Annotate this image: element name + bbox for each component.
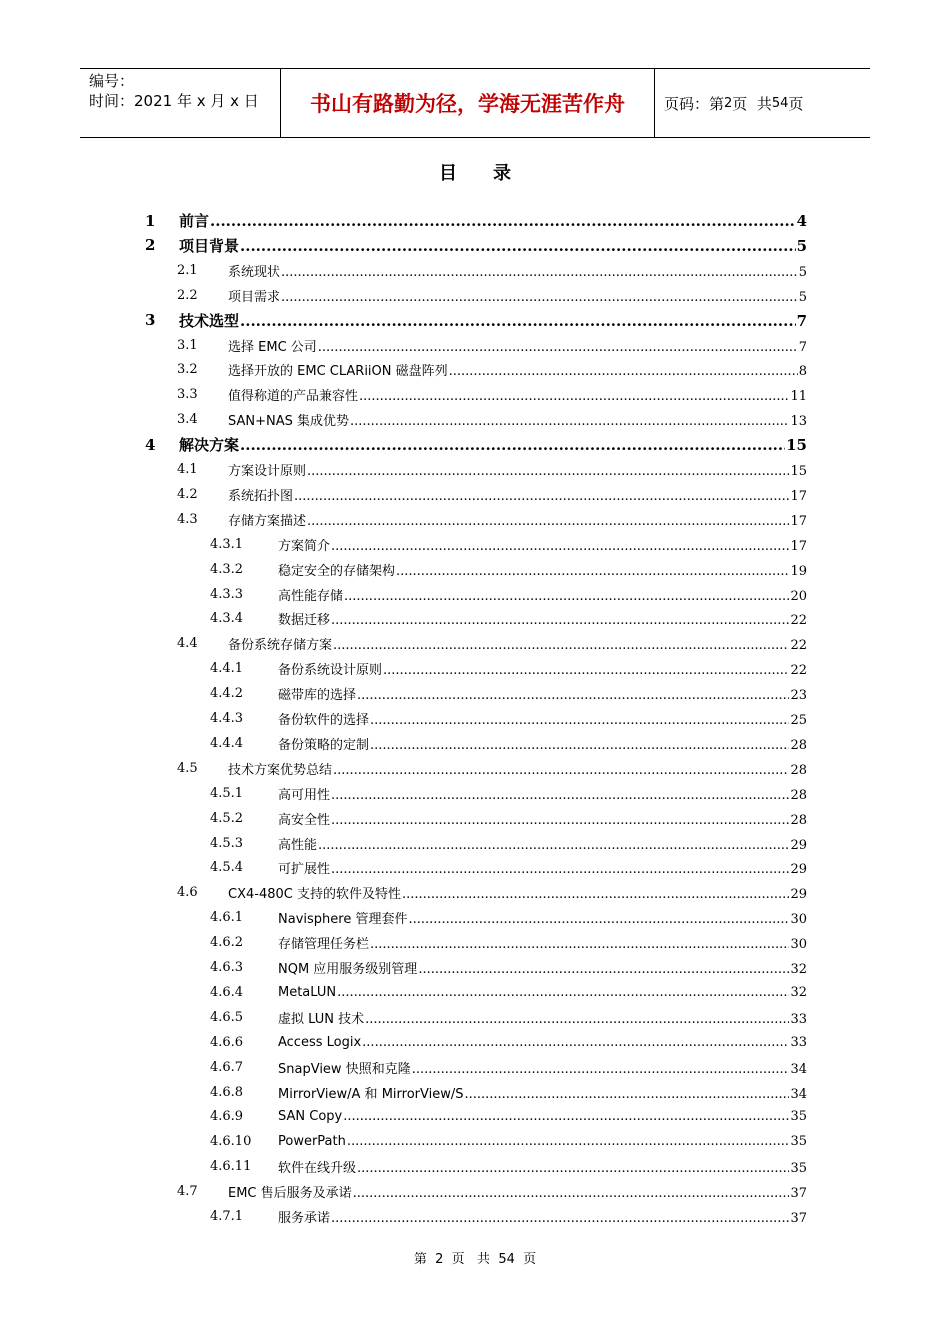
toc-entry-title: SAN+NAS 集成优势 <box>228 414 350 430</box>
toc-entry[interactable] <box>210 1030 807 1055</box>
toc-entry-title: 值得称道的产品兼容性 <box>228 389 359 405</box>
toc-entry-page: 20 <box>790 588 807 604</box>
toc-leader-dots <box>240 237 796 255</box>
toc-entry-title: MetaLUN <box>278 984 337 1000</box>
toc-entry-number: 3.4 <box>177 412 198 428</box>
toc-leader-dots <box>281 265 798 280</box>
toc-entry[interactable] <box>177 283 807 308</box>
toc-entry[interactable] <box>210 532 807 557</box>
toc-leader-dots <box>240 312 796 330</box>
toc-entry-page: 35 <box>790 1109 807 1125</box>
toc-entry[interactable] <box>210 1055 807 1080</box>
toc-leader-dots <box>357 1161 789 1176</box>
toc-entry-number: 2 <box>145 236 156 255</box>
toc-entry-number: 4.4 <box>177 636 198 652</box>
toc-entry-number: 4.6.5 <box>210 1009 244 1025</box>
toc-leader-dots <box>357 688 789 703</box>
toc-leader-dots <box>210 212 796 230</box>
toc-entry-title: 高可用性 <box>278 787 331 803</box>
toc-entry[interactable] <box>177 631 807 656</box>
toc-entry-title: 系统拓扑图 <box>228 488 294 504</box>
toc-entry-number: 2.2 <box>177 287 198 303</box>
toc-leader-dots <box>408 912 789 927</box>
toc-entry-number: 4.5.4 <box>210 860 244 876</box>
toc-entry-title: NQM 应用服务级别管理 <box>278 962 418 977</box>
toc-entry-number: 4.4.3 <box>210 711 244 726</box>
page-mid: 页 共 <box>732 94 772 113</box>
toc-leader-dots <box>365 1012 789 1027</box>
toc-leader-dots <box>412 1062 790 1077</box>
toc-entry-number: 3.2 <box>177 362 198 378</box>
toc-entry-page: 4 <box>796 212 807 230</box>
toc-leader-dots <box>343 1109 789 1124</box>
page-label: 页码：第 <box>664 94 725 113</box>
toc-leader-dots <box>240 436 785 454</box>
toc-entry[interactable] <box>210 855 807 880</box>
toc-entry-number: 4.6.9 <box>210 1109 244 1125</box>
toc-entry-page: 13 <box>790 414 807 430</box>
toc-entry-number: 4.6.1 <box>210 910 244 926</box>
toc-entry-number: 4.6.11 <box>210 1159 252 1175</box>
toc-entry-page: 29 <box>790 887 807 903</box>
toc-entry-page: 7 <box>798 339 807 355</box>
toc-entry-page: 32 <box>790 962 807 977</box>
toc-entry-number: 4.6.8 <box>210 1084 244 1100</box>
toc-entry[interactable] <box>210 681 807 706</box>
toc-entry-page: 17 <box>790 513 807 529</box>
toc-entry-number: 4.6.7 <box>210 1059 244 1075</box>
toc-entry-title: 高性能存储 <box>278 588 344 604</box>
toc-entry-number: 4.6.4 <box>210 984 244 1000</box>
toc-entry-number: 4.3.1 <box>210 536 244 552</box>
toc-leader-dots <box>318 838 789 853</box>
toc-entry[interactable] <box>210 582 807 607</box>
toc-title: 目 录 <box>439 163 511 184</box>
toc-entry-page: 37 <box>790 1211 807 1226</box>
toc-entry-title: MirrorView/A 和 MirrorView/S <box>278 1086 464 1102</box>
document-header <box>80 68 870 138</box>
toc-entry-number: 4.7 <box>177 1184 198 1200</box>
toc-entry[interactable] <box>210 706 807 731</box>
toc-entry-page: 25 <box>790 713 807 728</box>
toc-entry[interactable] <box>177 258 807 283</box>
toc-entry[interactable] <box>210 1080 807 1105</box>
page-end: 页 <box>788 94 804 113</box>
toc-entry-number: 4.3.4 <box>210 611 244 627</box>
toc-entry[interactable] <box>177 357 807 382</box>
toc-leader-dots <box>362 1035 789 1050</box>
toc-entry-title: 软件在线升级 <box>278 1161 357 1177</box>
toc-entry-page: 8 <box>798 364 807 380</box>
toc-entry-title: 备份系统设计原则 <box>278 663 383 679</box>
toc-entry-title: 磁带库的选择 <box>278 688 357 704</box>
toc-entry-title: 系统现状 <box>228 264 281 280</box>
toc-entry[interactable] <box>210 980 807 1005</box>
header-motto: 书山有路勤为径，学海无涯苦作舟 <box>281 69 655 137</box>
toc-entry-page: 17 <box>790 488 807 504</box>
toc-entry-title: 技术方案优势总结 <box>228 762 333 778</box>
toc-leader-dots <box>307 514 789 529</box>
toc-entry[interactable] <box>210 806 807 831</box>
toc-entry[interactable] <box>177 1179 807 1204</box>
toc-leader-dots <box>402 887 789 902</box>
toc-entry-page: 34 <box>790 1086 807 1102</box>
toc-entry-title: 前言 <box>179 212 210 230</box>
toc-entry-title: 选择开放的 EMC CLARiiON 磁盘阵列 <box>228 364 448 380</box>
toc-entry-page: 30 <box>790 937 807 953</box>
toc-entry-title: EMC 售后服务及承诺 <box>228 1186 352 1202</box>
toc-entry-number: 3.3 <box>177 387 198 403</box>
toc-entry-title: 项目背景 <box>179 236 240 255</box>
toc-entry-page: 11 <box>790 389 807 405</box>
toc-entry-page: 28 <box>790 762 807 778</box>
toc-entry-title: 稳定安全的存储架构 <box>278 563 396 579</box>
toc-leader-dots <box>331 539 789 554</box>
toc-leader-dots <box>347 1134 790 1149</box>
toc-entry-title: 虚拟 LUN 技术 <box>278 1011 365 1027</box>
toc-entry-number: 4.2 <box>177 486 198 502</box>
toc-entry[interactable] <box>145 432 807 457</box>
toc-entry-number: 4.3.3 <box>210 586 244 602</box>
toc-entry[interactable] <box>210 905 807 930</box>
toc-entry[interactable] <box>145 233 807 258</box>
toc-entry-page: 17 <box>790 538 807 554</box>
toc-entry-title: 服务承诺 <box>278 1211 331 1226</box>
toc-entry[interactable] <box>210 1204 807 1229</box>
toc-leader-dots <box>418 962 789 977</box>
toc-entry-page: 22 <box>790 613 807 629</box>
toc-entry-title: 可扩展性 <box>278 862 331 878</box>
toc-leader-dots <box>344 589 789 604</box>
toc-entry-title: SnapView 快照和克隆 <box>278 1061 411 1077</box>
toc-entry-title: 项目需求 <box>228 289 281 305</box>
toc-leader-dots <box>307 464 789 479</box>
toc-entry[interactable] <box>210 1129 807 1154</box>
page-footer: 第 2 页 共 54 页 <box>413 1252 537 1267</box>
toc-entry-page: 29 <box>790 837 807 853</box>
toc-entry-page: 23 <box>790 688 807 704</box>
toc-entry-page: 5 <box>798 264 807 280</box>
time-label: 时间：2021 年 x 月 x 日 <box>89 92 259 110</box>
toc-leader-dots <box>337 985 789 1000</box>
toc-entry-number: 4.4.1 <box>210 661 244 677</box>
page-total: 54 <box>771 95 789 111</box>
page-number: 2 <box>724 95 733 111</box>
toc-entry-page: 28 <box>790 787 807 803</box>
toc-entry[interactable] <box>210 606 807 631</box>
toc-leader-dots <box>464 1087 789 1102</box>
toc-entry-page: 15 <box>790 464 807 479</box>
toc-entry-number: 4.5.2 <box>210 810 244 826</box>
toc-entry[interactable] <box>210 1154 807 1179</box>
toc-entry-title: 数据迁移 <box>278 613 331 629</box>
toc-leader-dots <box>370 713 789 728</box>
toc-entry-title: 技术选型 <box>179 311 240 330</box>
toc-entry-page: 30 <box>790 912 807 928</box>
toc-entry-page: 28 <box>790 812 807 828</box>
toc-entry-page: 33 <box>790 1011 807 1027</box>
toc-entry-page: 37 <box>790 1186 807 1202</box>
toc-leader-dots <box>281 290 798 305</box>
toc-entry-number: 4.5.1 <box>210 785 244 801</box>
toc-entry-page: 35 <box>790 1134 807 1150</box>
toc-entry-title: 备份软件的选择 <box>278 713 370 728</box>
toc-entry[interactable] <box>210 831 807 856</box>
toc-leader-dots <box>331 1211 789 1226</box>
toc-entry-title: PowerPath <box>278 1134 346 1150</box>
toc-entry-title: Navisphere 管理套件 <box>278 912 408 928</box>
toc-leader-dots <box>353 1186 790 1201</box>
toc-leader-dots <box>333 638 789 653</box>
toc-entry-number: 4.6.6 <box>210 1034 244 1050</box>
toc-entry[interactable] <box>177 756 807 781</box>
toc-entry[interactable] <box>177 407 807 432</box>
toc-leader-dots <box>383 663 789 678</box>
toc-entry[interactable] <box>210 731 807 756</box>
toc-entry-title: 存储方案描述 <box>228 513 307 529</box>
toc-entry[interactable] <box>177 382 807 407</box>
toc-leader-dots <box>350 414 789 429</box>
toc-entry-page: 19 <box>790 563 807 579</box>
toc-entry-title: 高性能 <box>278 837 318 853</box>
toc-entry-title: 备份系统存储方案 <box>228 638 333 654</box>
toc-entry-page: 15 <box>786 436 807 455</box>
toc-entry-title: 方案设计原则 <box>228 464 307 479</box>
toc-entry-number: 4.6 <box>177 885 198 901</box>
toc-entry[interactable] <box>210 656 807 681</box>
toc-entry-number: 4.6.3 <box>210 960 244 975</box>
toc-entry[interactable] <box>145 208 807 233</box>
toc-entry-page: 5 <box>798 289 807 305</box>
toc-entry-title: 存储管理任务栏 <box>278 937 370 953</box>
toc-leader-dots <box>331 613 789 628</box>
toc-entry-number: 4.6.2 <box>210 935 244 951</box>
toc-leader-dots <box>396 564 789 579</box>
toc-entry[interactable] <box>177 457 807 482</box>
toc-entry-number: 4.3 <box>177 511 198 527</box>
toc-leader-dots <box>318 340 798 355</box>
toc-leader-dots <box>331 788 789 803</box>
toc-entry[interactable] <box>210 1005 807 1030</box>
toc-entry-number: 4.4.4 <box>210 735 244 751</box>
toc-entry[interactable] <box>210 1104 807 1129</box>
toc-entry-number: 1 <box>145 211 156 230</box>
toc-entry-title: CX4-480C 支持的软件及特性 <box>228 887 401 903</box>
toc-entry[interactable] <box>210 781 807 806</box>
toc-entry[interactable] <box>210 930 807 955</box>
toc-entry-number: 4 <box>145 435 156 454</box>
toc-entry[interactable] <box>177 880 807 905</box>
toc-entry-number: 3.1 <box>177 337 198 353</box>
toc-entry-page: 28 <box>790 737 807 753</box>
toc-entry-number: 4.6.10 <box>210 1134 252 1150</box>
toc-entry-title: 高安全性 <box>278 812 331 828</box>
toc-leader-dots <box>449 364 798 379</box>
toc-entry-title: 方案简介 <box>278 538 331 554</box>
toc-leader-dots <box>331 813 789 828</box>
toc-entry-page: 29 <box>790 862 807 878</box>
toc-entry-page: 34 <box>790 1061 807 1077</box>
number-label: 编号： <box>89 72 135 90</box>
toc-entry-page: 33 <box>790 1034 807 1050</box>
toc-leader-dots <box>359 389 789 404</box>
toc-entry-page: 32 <box>790 984 807 1000</box>
toc-entry-number: 4.4.2 <box>210 686 244 702</box>
toc-entry[interactable] <box>210 955 807 980</box>
toc-entry[interactable] <box>210 557 807 582</box>
toc-entry-title: 备份策略的定制 <box>278 737 370 753</box>
toc-entry-title: Access Logix <box>278 1034 362 1050</box>
toc-entry[interactable] <box>177 507 807 532</box>
toc-leader-dots <box>331 862 789 877</box>
header-page-info <box>654 69 870 137</box>
toc-entry[interactable] <box>177 333 807 358</box>
toc-entry-number: 4.1 <box>177 462 198 477</box>
toc-entry-number: 4.7.1 <box>210 1209 244 1224</box>
toc-leader-dots <box>370 937 789 952</box>
toc-entry-number: 2.1 <box>177 262 198 278</box>
toc-entry-title: 解决方案 <box>179 436 240 455</box>
toc-entry-title: SAN Copy <box>278 1109 343 1125</box>
toc-leader-dots <box>294 489 789 504</box>
toc-entry-number: 4.5.3 <box>210 835 244 851</box>
toc-entry-page: 22 <box>790 663 807 679</box>
toc-entry-number: 4.3.2 <box>210 561 244 577</box>
toc-entry[interactable] <box>145 308 807 333</box>
toc-entry-page: 7 <box>796 311 807 330</box>
toc-entry-page: 5 <box>796 236 807 255</box>
toc-entry-page: 22 <box>790 638 807 654</box>
toc-entry[interactable] <box>177 482 807 507</box>
toc-entry-number: 3 <box>145 311 156 330</box>
toc-leader-dots <box>333 763 789 778</box>
toc-entry-page: 35 <box>790 1161 807 1177</box>
header-info-cell <box>80 69 281 137</box>
toc-entry-title: 选择 EMC 公司 <box>228 339 317 355</box>
toc-leader-dots <box>370 738 789 753</box>
toc-entry-number: 4.5 <box>177 760 198 776</box>
